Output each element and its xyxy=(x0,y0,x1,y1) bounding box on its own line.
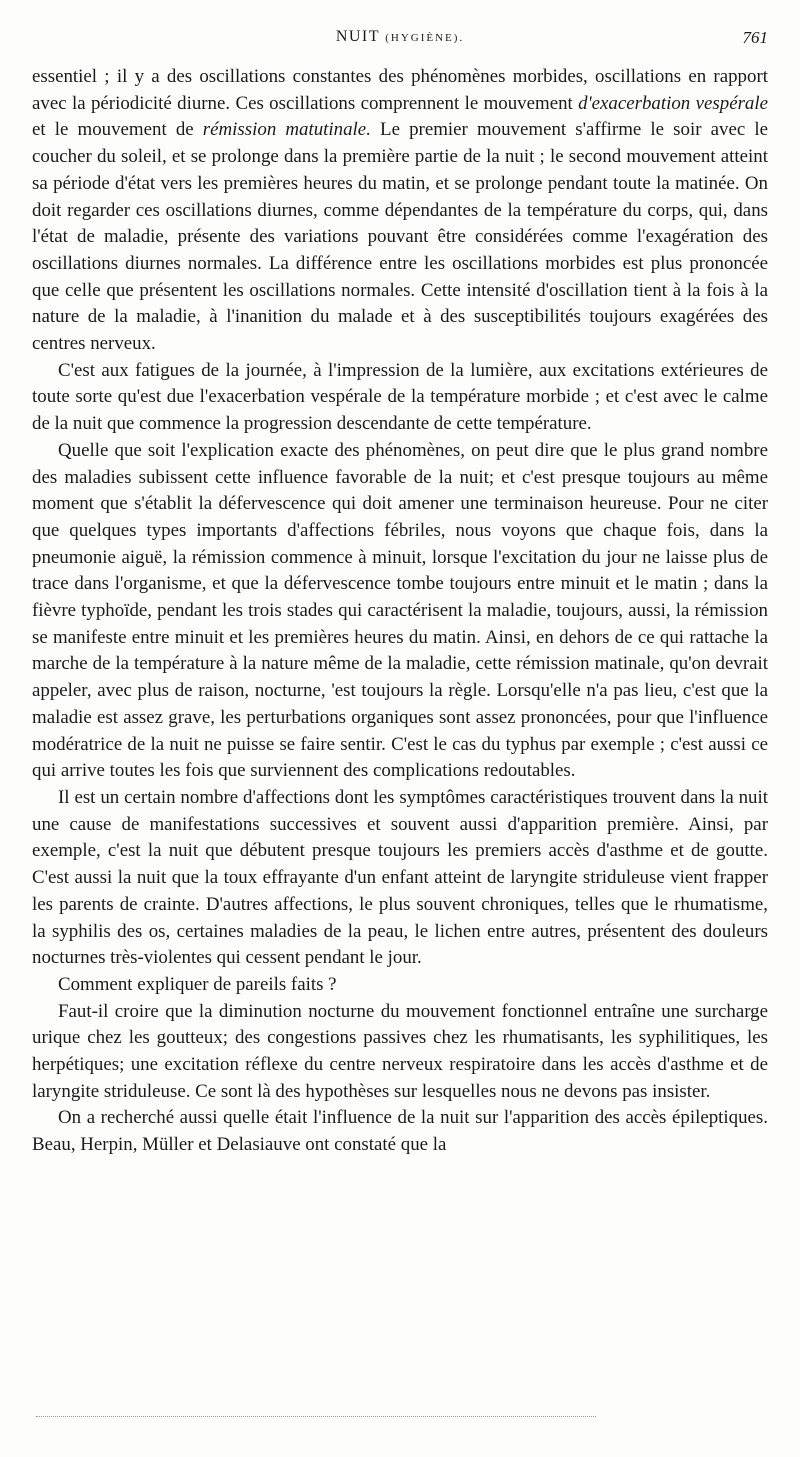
paragraph-3: Quelle que soit l'explication exacte des phénomènes, on peut dire que le plus grand nombre des maladies subissent cette influence favorable de la nuit; et c'est presque toujours au même moment que s'établit la défervescence qui doit amener une terminaison heureuse. Pour ne citer que quelques types importants d'affections fébriles, nous voyons que chaque fois, dans la pneumonie aiguë, la rémission commence à minuit, lorsque l'excitation du jour ne laisse plus de trace dans l'organisme, et que la défervescence tombe toujours entre minuit et le matin ; dans la fièvre typhoïde, pendant les trois stades qui caractérisent la maladie, toujours, aussi, la rémission se manifeste entre minuit et les premières heures du matin. Ainsi, en dehors de ce qui rattache la marche de la température à la nature même de la maladie, cette rémission matinale, qu'on devrait appeler, avec plus de raison, nocturne, 'est toujours la règle. Lorsqu'elle n'a pas lieu, c'est que la maladie est assez grave, les perturbations organiques sont assez prononcées, pour que l'influence modératrice de la nuit ne puisse se faire sentir. C'est le cas du typhus par exemple ; c'est aussi ce qui arrive toutes les fois que surviennent des complications redoutables. xyxy=(32,439,768,782)
running-title-main: NUIT xyxy=(335,28,380,45)
paragraph-6: Faut-il croire que la diminution nocturne du mouvement fonctionnel entraîne une surcharge urique chez les goutteux; des congestions passives chez les rhumatisants, les syphilitiques, les herpétiques; une excitation réflexe du centre nerveux respiratoire dans les accès d'asthme et de laryngite striduleuse. Ce sont là des hypothèses sur lesquelles nous ne devons pas insister. xyxy=(32,1000,768,1102)
paragraph-1-part-b: et le mouvement de xyxy=(32,119,203,141)
running-title xyxy=(32,28,768,46)
paragraph-7: On a recherché aussi quelle était l'influence de la nuit sur l'apparition des accès épileptiques. Beau, Herpin, Müller et Delasiauve ont constaté que la xyxy=(32,1107,768,1156)
term-matutinal-remission: rémission matutinale. xyxy=(202,119,371,141)
paragraph-1 xyxy=(32,64,768,358)
term-vesperal-exacerbation: d'exacerbation vespérale xyxy=(578,92,769,114)
running-head xyxy=(32,28,768,52)
paragraph-4: Il est un certain nombre d'affections dont les symptômes caractéristiques trouvent dans la nuit une cause de manifestations successives et souvent aussi d'apparition première. Ainsi, par exemple, c'est la nuit que débutent presque toujours les premiers accès d'asthme et de goutte. C'est aussi la nuit que la toux effrayante d'un enfant atteint de laryngite striduleuse vient frapper les parents de crainte. D'autres affections, le plus souvent chroniques, telles que le rhumatisme, la syphilis des os, certaines maladies de la peau, le lichen entre autres, présentent des douleurs nocturnes très-violentes qui cessent pendant le jour. xyxy=(32,786,768,969)
footer-rule xyxy=(36,1416,596,1417)
paragraph-1-part-a: essentiel ; il y a des oscillations constantes des phénomènes morbides, oscillations en rapport avec la périodicité diurne. Ces oscillations comprennent le mouvement xyxy=(32,66,768,114)
running-title-subtitle: (HYGIÈNE). xyxy=(385,32,465,44)
paragraph-2: C'est aux fatigues de la journée, à l'impression de la lumière, aux excitations extérieures de toute sorte qu'est due l'exacerbation vespérale de la température morbide ; et c'est avec le calme de la nuit que commence la progression descendante de cette température. xyxy=(32,359,768,435)
paragraph-5: Comment expliquer de pareils faits ? xyxy=(58,973,337,995)
body-text xyxy=(32,64,768,1159)
paragraph-1-part-c: Le premier mouvement s'affirme le soir avec le coucher du soleil, et se prolonge dans la première partie de la nuit ; le second mouvement atteint sa période d'état vers les premières heures du matin, et se prolonge pendant toute la matinée. On doit regarder ces oscillations diurnes, comme dépendantes de la température du corps, qui, dans l'état de maladie, présente des variations pouvant être considérées comme l'exagération des oscillations diurnes normales. La différence entre les oscillations morbides est plus prononcée que celle que présentent les oscillations normales. Cette intensité d'oscillation tient à la fois à la nature de la maladie, à l'inanition du malade et à des susceptibilités toujours exagérées des centres nerveux. xyxy=(32,119,768,355)
page-number: 761 xyxy=(742,28,768,47)
